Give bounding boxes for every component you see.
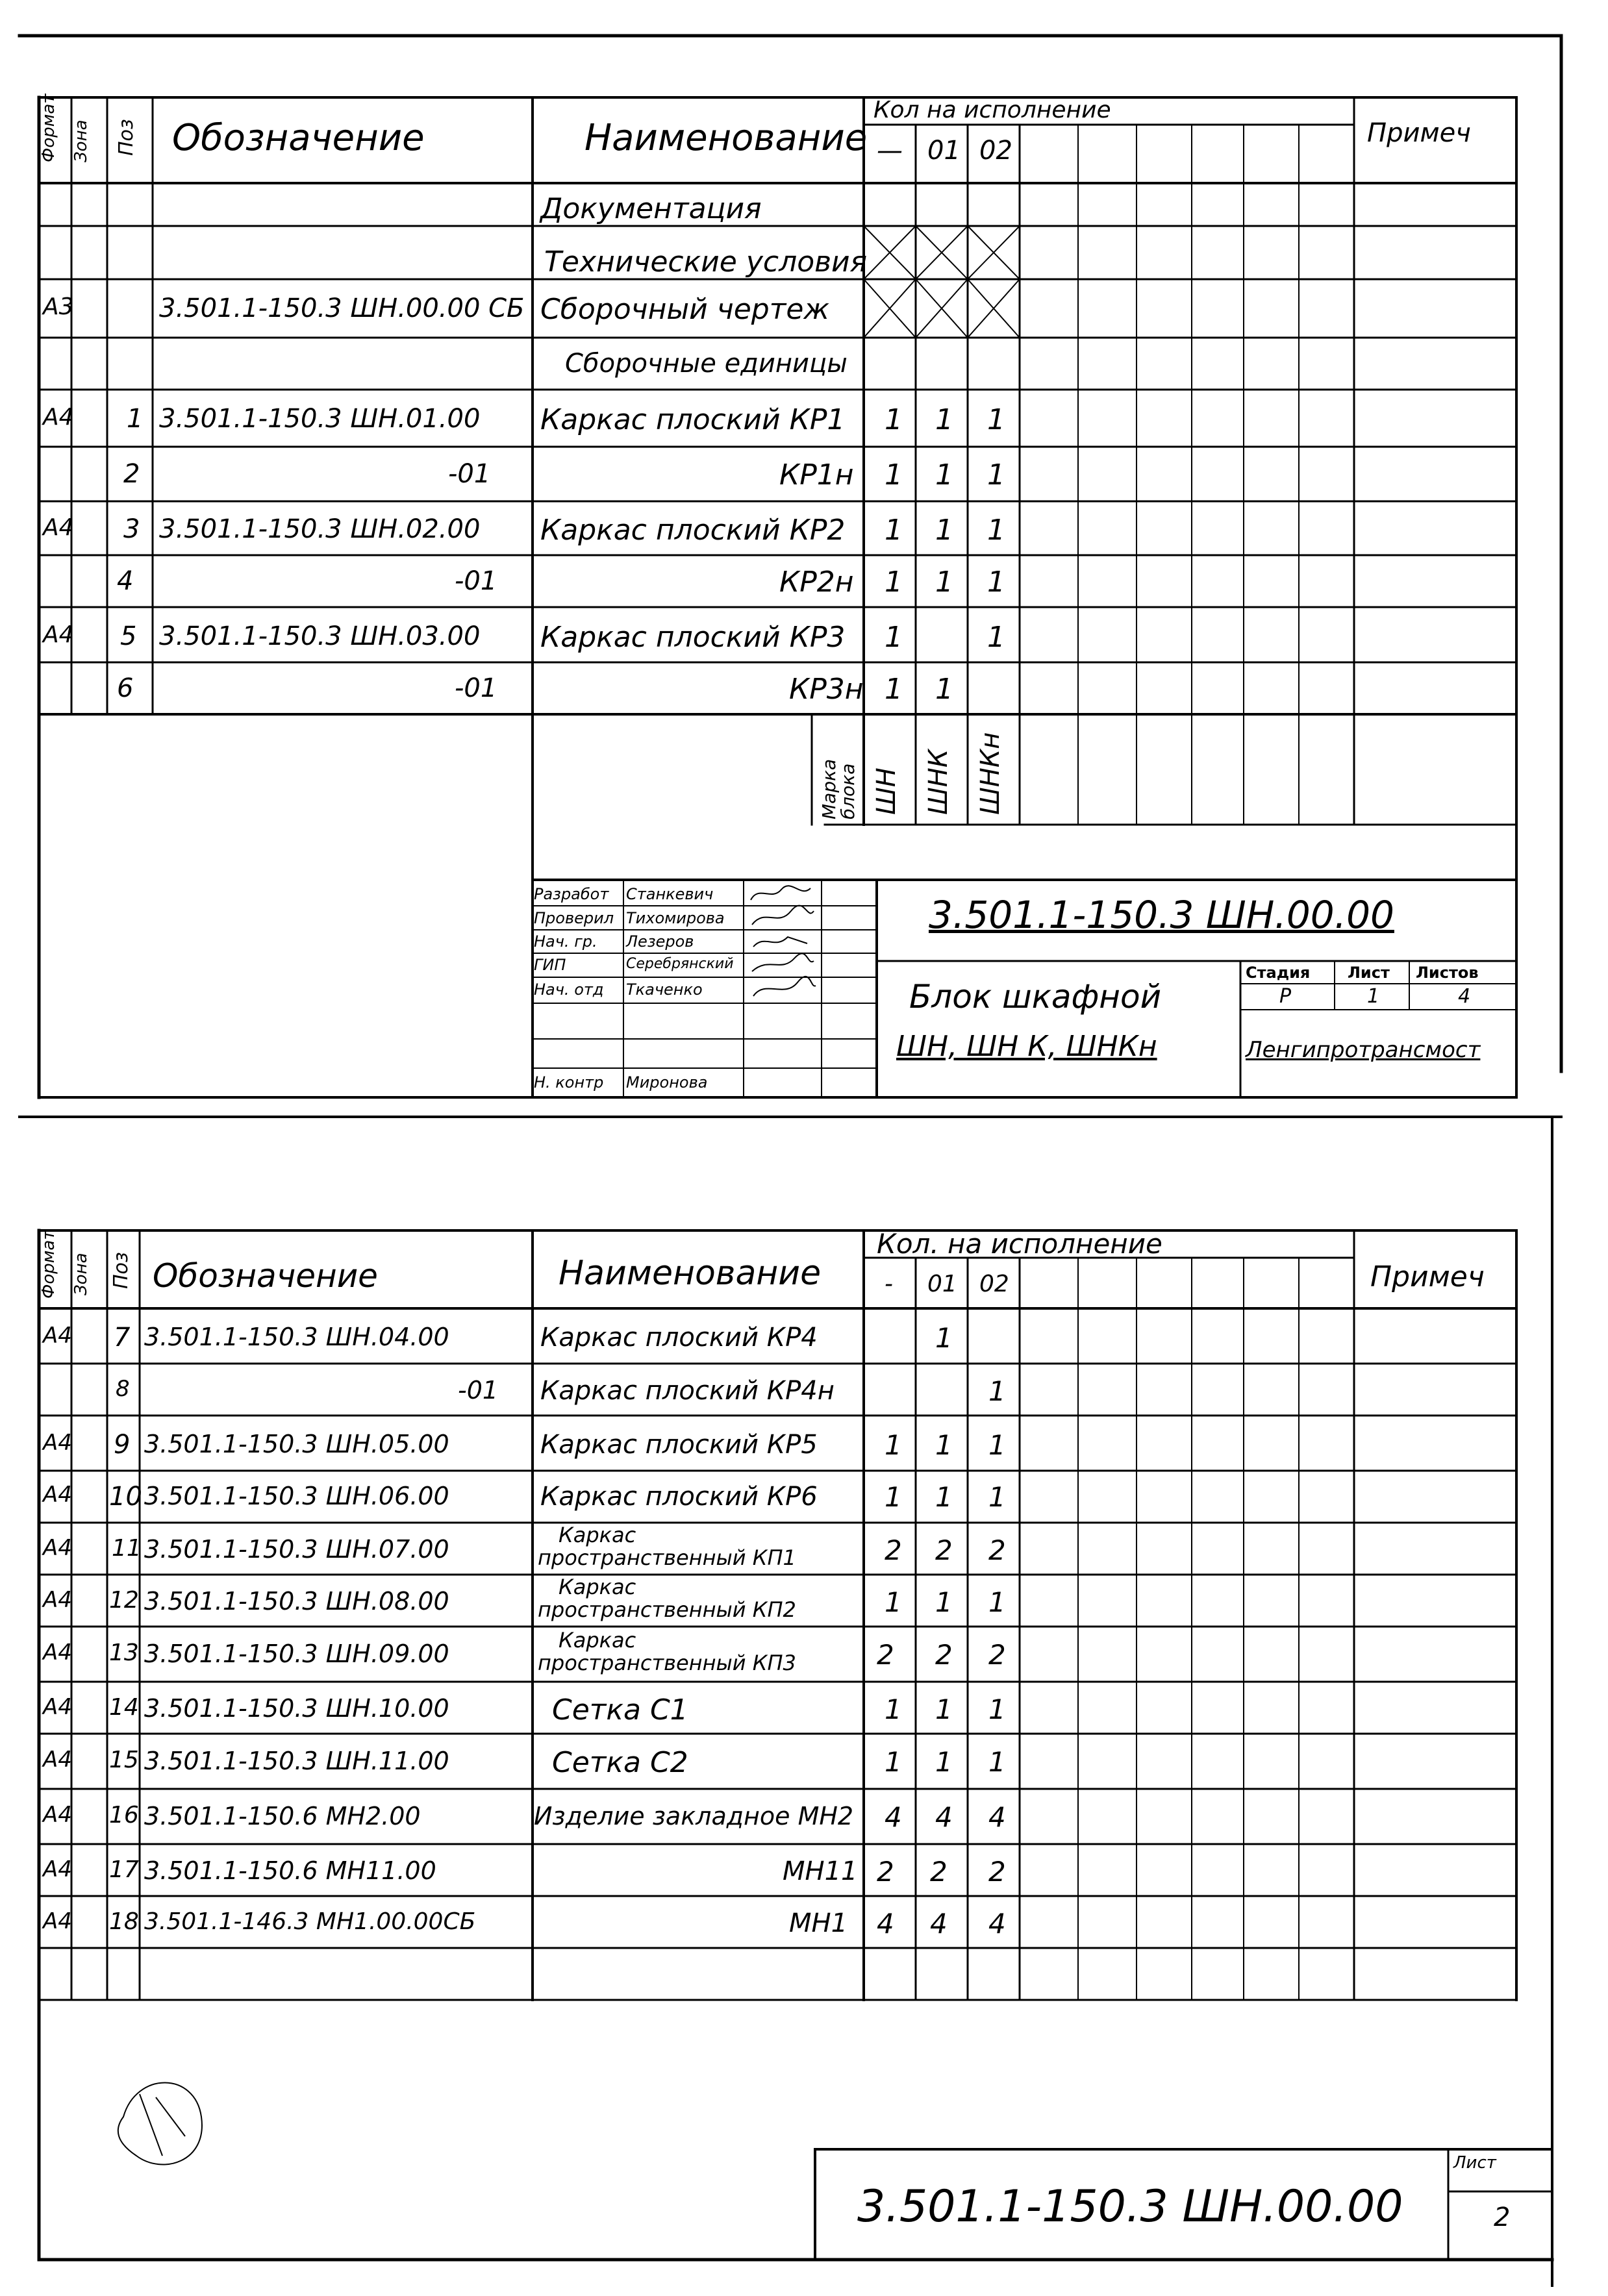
row-name: Сборочные единицы (565, 349, 848, 379)
row-pos: 14 (109, 1694, 139, 1721)
row-qty: 1 (935, 1322, 953, 1354)
row-name-2: пространственный КП3 (538, 1651, 796, 1675)
header-zone: Зона (71, 1253, 91, 1295)
row-qty: 1 (935, 1693, 953, 1725)
row-qty: 1 (987, 621, 1005, 654)
row-pos: 6 (117, 673, 134, 703)
row-designation: 3.501.1-150.3 ШН.00.00 СБ (159, 293, 525, 323)
organization: Ленгипротрансмост (1246, 1037, 1481, 1063)
header-note: Примеч (1367, 118, 1471, 148)
header-zone: Зона (71, 119, 91, 162)
row-designation: 3.501.1-150.6 МН2.00 (144, 1802, 421, 1830)
row-name: Документация (540, 192, 762, 225)
document-code: 3.501.1-150.3 ШН.00.00 (929, 893, 1394, 937)
row-format: А4 (43, 1587, 72, 1613)
row-qty: 1 (935, 673, 953, 706)
row-name: Технические условия (544, 245, 868, 279)
header-name: Наименование (559, 1254, 822, 1293)
row-name: Каркас (559, 1575, 636, 1599)
row-qty: 4 (877, 1908, 894, 1940)
row-pos: 13 (109, 1640, 139, 1666)
row-format: А4 (43, 1802, 72, 1828)
row-pos: 2 (123, 459, 140, 489)
row-pos: 5 (120, 621, 137, 651)
row-qty: 1 (988, 1746, 1006, 1778)
sheet-label: Лист (1348, 964, 1390, 982)
row-qty: 2 (930, 1856, 948, 1888)
person: Миронова (626, 1073, 708, 1092)
row-designation: -01 (448, 459, 491, 489)
row-qty: 1 (987, 403, 1005, 436)
row-name: Каркас плоский КР4н (540, 1376, 835, 1406)
header-name: Наименование (584, 117, 868, 159)
row-qty: 1 (935, 403, 953, 436)
document-title-line-2: ШН, ШН К, ШНКн (896, 1030, 1157, 1063)
row-designation: 3.501.1-150.3 ШН.05.00 (144, 1430, 449, 1458)
header-exec-1: 01 (927, 136, 961, 166)
header-exec-0: - (885, 1271, 893, 1297)
row-format: А4 (43, 1747, 72, 1773)
row-designation: 3.501.1-150.3 ШН.03.00 (159, 621, 481, 651)
row-name: Каркас плоский КР3 (540, 621, 846, 654)
row-designation: 3.501.1-150.3 ШН.10.00 (144, 1694, 449, 1723)
marka-value: ШН (872, 767, 901, 815)
row-format: А4 (43, 1430, 72, 1456)
row-qty: 4 (935, 1801, 953, 1833)
row-designation: 3.501.1-150.3 ШН.01.00 (159, 404, 481, 434)
row-pos: 3 (123, 514, 140, 544)
row-qty: 1 (935, 1481, 953, 1513)
row-format: А4 (43, 404, 74, 430)
row-format: А4 (43, 1535, 72, 1561)
sheets-label: Листов (1416, 964, 1479, 982)
header-designation: Обозначение (153, 1257, 378, 1295)
row-pos: 4 (117, 566, 134, 596)
row-designation: 3.501.1-150.3 ШН.02.00 (159, 514, 481, 544)
row-qty: 1 (988, 1481, 1006, 1513)
row-qty: 1 (988, 1693, 1006, 1725)
row-qty: 1 (987, 514, 1005, 547)
row-designation: 3.501.1-150.6 МН11.00 (144, 1856, 436, 1885)
row-qty: 1 (885, 1481, 902, 1513)
marka-value: ШНКн (975, 732, 1005, 815)
header-exec-2: 02 (979, 1271, 1009, 1297)
row-qty: 1 (988, 1586, 1006, 1618)
row-designation: 3.501.1-150.3 ШН.11.00 (144, 1747, 449, 1775)
person: Лезеров (626, 932, 694, 951)
row-name: Изделие закладное МН2 (534, 1802, 854, 1830)
row-pos: 9 (114, 1430, 131, 1460)
person: Ткаченко (626, 980, 703, 999)
row-qty: 1 (885, 673, 903, 706)
person: Станкевич (626, 885, 714, 903)
row-pos: 11 (112, 1535, 142, 1562)
row-qty: 2 (935, 1639, 953, 1671)
row-name: Сетка С2 (552, 1746, 688, 1779)
row-qty: 1 (935, 514, 953, 547)
row-qty: 1 (935, 1429, 953, 1461)
role: Нач. гр. (534, 932, 597, 951)
sheets-value: 4 (1458, 985, 1471, 1008)
row-qty: 1 (987, 458, 1005, 492)
row-designation: 3.501.1-146.3 МН1.00.00СБ (144, 1908, 476, 1935)
row-designation: -01 (455, 673, 497, 703)
row-qty: 1 (885, 566, 903, 599)
sheet-value: 1 (1367, 985, 1380, 1008)
row-format: А3 (43, 293, 74, 320)
row-format: А4 (43, 1640, 72, 1666)
row-format: А4 (43, 1323, 72, 1349)
row-pos: 18 (109, 1908, 139, 1935)
row-format: А4 (43, 1482, 72, 1508)
row-qty: 4 (885, 1801, 902, 1833)
row-qty: 1 (885, 403, 903, 436)
header-exec-2: 02 (979, 136, 1012, 166)
role: Разработ (534, 885, 609, 903)
header-format: Формат (39, 94, 58, 162)
row-pos: 16 (109, 1802, 139, 1828)
row-name: Каркас (559, 1523, 636, 1547)
signatures (746, 882, 820, 1005)
stage-label: Стадия (1246, 964, 1311, 982)
header-exec-1: 01 (927, 1271, 957, 1297)
stage-value: Р (1279, 985, 1292, 1008)
header-designation: Обозначение (172, 117, 425, 159)
row-name: Каркас плоский КР4 (540, 1323, 818, 1353)
row-name: Сборочный чертеж (540, 293, 830, 326)
row-format: А4 (43, 1908, 72, 1934)
row-name: КР1н (779, 458, 854, 492)
row-qty: 2 (877, 1639, 894, 1671)
row-name: КР3н (789, 673, 864, 706)
row-name: Каркас плоский КР5 (540, 1430, 818, 1460)
stamp-doodle (118, 2083, 202, 2165)
role: Нач. отд (534, 980, 604, 999)
row-designation: 3.501.1-150.3 ШН.04.00 (144, 1323, 449, 1351)
row-qty: 1 (935, 566, 953, 599)
sheet-number: 2 (1494, 2202, 1511, 2232)
sheet-label: Лист (1453, 2153, 1496, 2173)
row-designation: 3.501.1-150.3 ШН.08.00 (144, 1587, 449, 1616)
row-designation: -01 (458, 1376, 499, 1404)
row-qty: 1 (935, 1586, 953, 1618)
row-pos: 15 (109, 1747, 139, 1773)
marka-value: ШНК (923, 749, 953, 815)
row-name-2: пространственный КП1 (538, 1545, 796, 1570)
row-name: КР2н (779, 566, 854, 599)
header-qty-group: Кол на исполнение (873, 97, 1111, 123)
row-name: Сетка С1 (552, 1693, 688, 1727)
row-name: МН1 (789, 1908, 848, 1938)
document-code: 3.501.1-150.3 ШН.00.00 (857, 2181, 1403, 2232)
header-qty-group: Кол. на исполнение (877, 1228, 1162, 1260)
row-qty: 2 (885, 1534, 902, 1566)
header-pos: Поз (110, 1252, 132, 1289)
row-qty: 4 (930, 1908, 948, 1940)
row-qty: 1 (935, 1746, 953, 1778)
row-name: Каркас плоский КР1 (540, 403, 846, 436)
row-designation: 3.501.1-150.3 ШН.07.00 (144, 1535, 449, 1564)
row-qty: 4 (988, 1801, 1006, 1833)
row-qty: 2 (988, 1639, 1006, 1671)
row-qty: 1 (885, 1429, 902, 1461)
row-qty: 1 (885, 514, 903, 547)
row-format: А4 (43, 1694, 72, 1720)
row-qty: 1 (885, 1693, 902, 1725)
header-exec-0: — (877, 136, 903, 166)
person: Серебрянский (626, 956, 734, 972)
row-pos: 8 (116, 1376, 130, 1402)
row-qty: 2 (988, 1534, 1006, 1566)
row-designation: 3.501.1-150.3 ШН.06.00 (144, 1482, 449, 1510)
row-name: МН11 (783, 1856, 858, 1886)
row-name: Каркас плоский КР2 (540, 514, 846, 547)
row-qty: 1 (988, 1429, 1006, 1461)
row-qty: 1 (885, 1746, 902, 1778)
row-qty: 1 (885, 621, 903, 654)
row-qty: 2 (988, 1856, 1006, 1888)
row-qty: 1 (935, 458, 953, 492)
row-qty: 2 (877, 1856, 894, 1888)
row-qty: 4 (988, 1908, 1006, 1940)
row-qty: 1 (885, 458, 903, 492)
document-title-line-1: Блок шкафной (909, 978, 1162, 1016)
role: Н. контр (534, 1073, 604, 1092)
row-name: Каркас (559, 1628, 636, 1653)
row-pos: 17 (109, 1856, 139, 1883)
row-format: А4 (43, 621, 74, 648)
row-pos: 1 (127, 404, 144, 434)
row-name-2: пространственный КП2 (538, 1597, 796, 1622)
row-qty: 2 (935, 1534, 953, 1566)
header-note: Примеч (1370, 1260, 1485, 1293)
row-qty: 1 (987, 566, 1005, 599)
row-designation: 3.501.1-150.3 ШН.09.00 (144, 1640, 449, 1668)
row-designation: -01 (455, 566, 497, 596)
row-name: Каркас плоский КР6 (540, 1482, 818, 1512)
role: ГИП (534, 956, 566, 974)
row-pos: 12 (109, 1587, 139, 1614)
header-format: Формат (39, 1230, 58, 1299)
header-pos: Поз (115, 119, 138, 156)
row-qty: 1 (988, 1375, 1006, 1407)
row-format: А4 (43, 1856, 72, 1882)
row-qty: 1 (885, 1586, 902, 1618)
marka-label: Марка блока (818, 758, 859, 819)
role: Проверил (534, 909, 614, 927)
person: Тихомирова (626, 909, 725, 927)
row-format: А4 (43, 514, 74, 541)
row-pos: 7 (114, 1323, 131, 1353)
row-pos: 10 (109, 1482, 142, 1512)
